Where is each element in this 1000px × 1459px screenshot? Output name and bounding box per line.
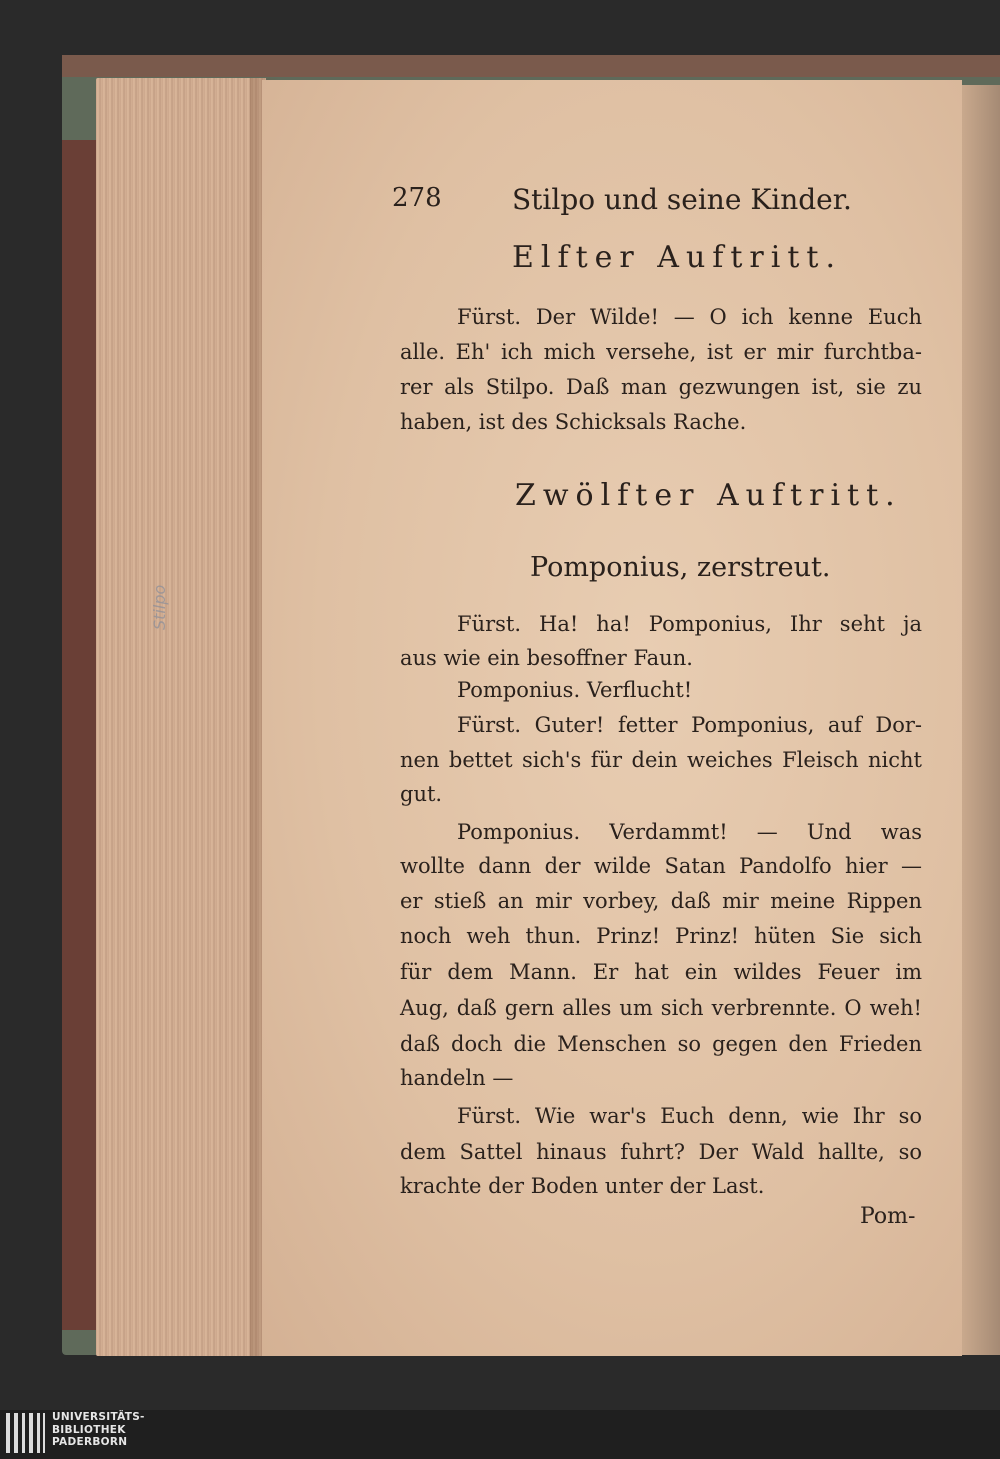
text-line: alle. Eh' ich mich versehe, ist er mir furchtba- — [400, 340, 922, 364]
library-logo-line: UNIVERSITÄTS- — [52, 1411, 145, 1423]
text-line: gut. — [400, 782, 443, 806]
library-logo-text — [52, 1411, 145, 1449]
book-cover-board-edge — [62, 140, 96, 1330]
scene-heading-12: Zwölfter Auftritt. — [515, 478, 902, 513]
pencil-margin-note: Stilpo — [150, 584, 169, 630]
text-line: er stieß an mir vorbey, daß mir meine Rippen — [400, 889, 922, 913]
text-line: wollte dann der wilde Satan Pandolfo hier — — [400, 854, 922, 878]
text-line: Fürst. Guter! fetter Pomponius, auf Dor- — [457, 713, 922, 737]
text-line: Aug, daß gern alles um sich verbrennte. O weh! — [400, 996, 922, 1020]
text-line: noch weh thun. Prinz! Prinz! hüten Sie sich — [400, 924, 922, 948]
stage-direction: Pomponius, zerstreut. — [530, 552, 831, 583]
scene-heading-11: Elfter Auftritt. — [512, 240, 843, 275]
facing-page-edge — [962, 85, 1000, 1355]
page-edges-stack — [96, 78, 266, 1356]
text-line: Fürst. Der Wilde! — O ich kenne Euch — [457, 305, 922, 329]
running-title: Stilpo und seine Kinder. — [512, 183, 852, 216]
book-cover-top-edge — [62, 55, 1000, 77]
library-logo-line: BIBLIOTHEK — [52, 1423, 126, 1436]
text-line: Pomponius. Verdammt! — Und was — [457, 820, 922, 844]
catchword: Pom- — [860, 1204, 916, 1229]
page-number: 278 — [392, 183, 442, 213]
text-line: rer als Stilpo. Daß man gezwungen ist, sie zu — [400, 375, 922, 399]
text-line: aus wie ein besoffner Faun. — [400, 646, 693, 670]
text-line: handeln — — [400, 1066, 514, 1090]
text-line: krachte der Boden unter der Last. — [400, 1174, 765, 1198]
library-footer-bar — [0, 1410, 1000, 1459]
text-line: nen bettet sich's für dein weiches Fleisch nicht — [400, 748, 922, 772]
library-logo-line: PADERBORN — [52, 1436, 128, 1448]
text-line: daß doch die Menschen so gegen den Frieden — [400, 1032, 922, 1056]
text-line: haben, ist des Schicksals Rache. — [400, 410, 747, 434]
text-line: Pomponius. Verflucht! — [457, 678, 693, 702]
text-line: für dem Mann. Er hat ein wildes Feuer im — [400, 960, 922, 984]
text-line: Fürst. Ha! ha! Pomponius, Ihr seht ja — [457, 612, 922, 636]
text-line: Fürst. Wie war's Euch denn, wie Ihr so — [457, 1104, 922, 1128]
text-line: dem Sattel hinaus fuhrt? Der Wald hallte, so — [400, 1140, 922, 1164]
